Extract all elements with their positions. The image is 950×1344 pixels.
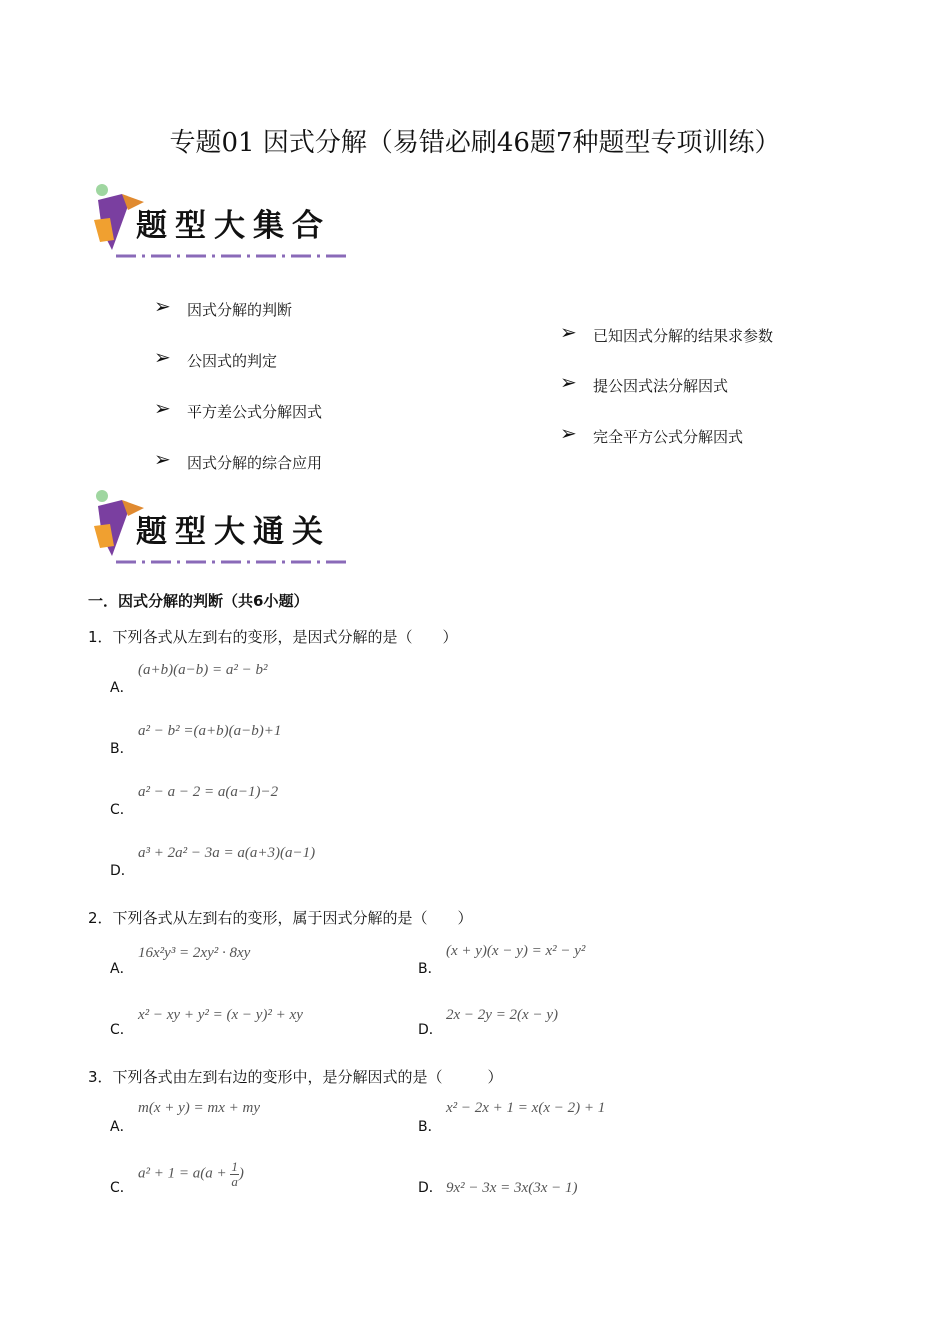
option-formula: a² + 1 = a(a + $\frac{1}{a}$ ) [138,1159,244,1189]
topic-item: ➢ 公因式的判定 [154,345,278,370]
arrow-bullet-icon: ➢ [154,294,171,318]
banner-title: 题型大通关 [136,514,331,550]
arrow-bullet-icon: ➢ [154,345,171,369]
arrow-bullet-icon: ➢ [560,320,577,344]
document-title: 专题01 因式分解（易错必刷46题7种题型专项训练） [169,128,781,158]
section-heading: 一．因式分解的判断（共6小题） [88,592,309,610]
option-formula: (a+b)(a−b) = a² − b² [138,662,268,678]
option-formula: a³ + 2a² − 3a = a(a+3)(a−1) [138,845,316,861]
option-formula: x² − xy + y² = (x − y)² + xy [138,1007,303,1023]
option-label: B． [110,741,134,757]
banner-title: 题型大集合 [136,208,331,244]
option-formula: a² − a − 2 = a(a−1)−2 [138,784,279,800]
topic-item: ➢ 因式分解的判断 [154,294,293,319]
option-label: D． [110,863,135,879]
option-label: C． [110,1180,134,1196]
topic-item: ➢ 提公因式法分解因式 [560,370,729,395]
fraction: $\frac{1}{a}$ [231,1159,238,1189]
option-label: B． [418,1119,442,1135]
question-stem: 2．下列各式从左到右的变形，属于因式分解的是（ ） [88,909,473,927]
arrow-bullet-icon: ➢ [154,447,171,471]
option-label: C． [110,802,134,818]
arrow-bullet-icon: ➢ [154,396,171,420]
option-formula: x² − 2x + 1 = x(x − 2) + 1 [446,1100,606,1116]
option-formula: 9x² − 3x = 3x(3x − 1) [446,1180,578,1196]
arrow-bullet-icon: ➢ [560,421,577,445]
option-label: C． [110,1022,134,1038]
option-label: A． [110,961,134,977]
question-stem: 1．下列各式从左到右的变形，是因式分解的是（ ） [88,628,458,646]
option-label: A． [110,680,134,696]
topic-item: ➢ 完全平方公式分解因式 [560,421,744,446]
topic-item: ➢ 平方差公式分解因式 [154,396,323,421]
option-formula: a² − b² =(a+b)(a−b)+1 [138,723,282,739]
option-label: D． [418,1022,443,1038]
option-formula: 16x²y³ = 2xy² · 8xy [138,945,251,961]
banner-practice [88,486,350,570]
option-formula: m(x + y) = mx + my [138,1100,260,1116]
banner-question-types [88,180,350,264]
question-stem: 3．下列各式由左到右边的变形中，是分解因式的是（ ） [88,1068,503,1086]
option-label: A． [110,1119,134,1135]
option-label: B． [418,961,442,977]
option-label: D． [418,1180,443,1196]
option-formula: 2x − 2y = 2(x − y) [446,1007,558,1023]
topic-item: ➢ 已知因式分解的结果求参数 [560,320,774,345]
topic-item: ➢ 因式分解的综合应用 [154,447,323,472]
arrow-bullet-icon: ➢ [560,370,577,394]
option-formula: (x + y)(x − y) = x² − y² [446,943,586,959]
